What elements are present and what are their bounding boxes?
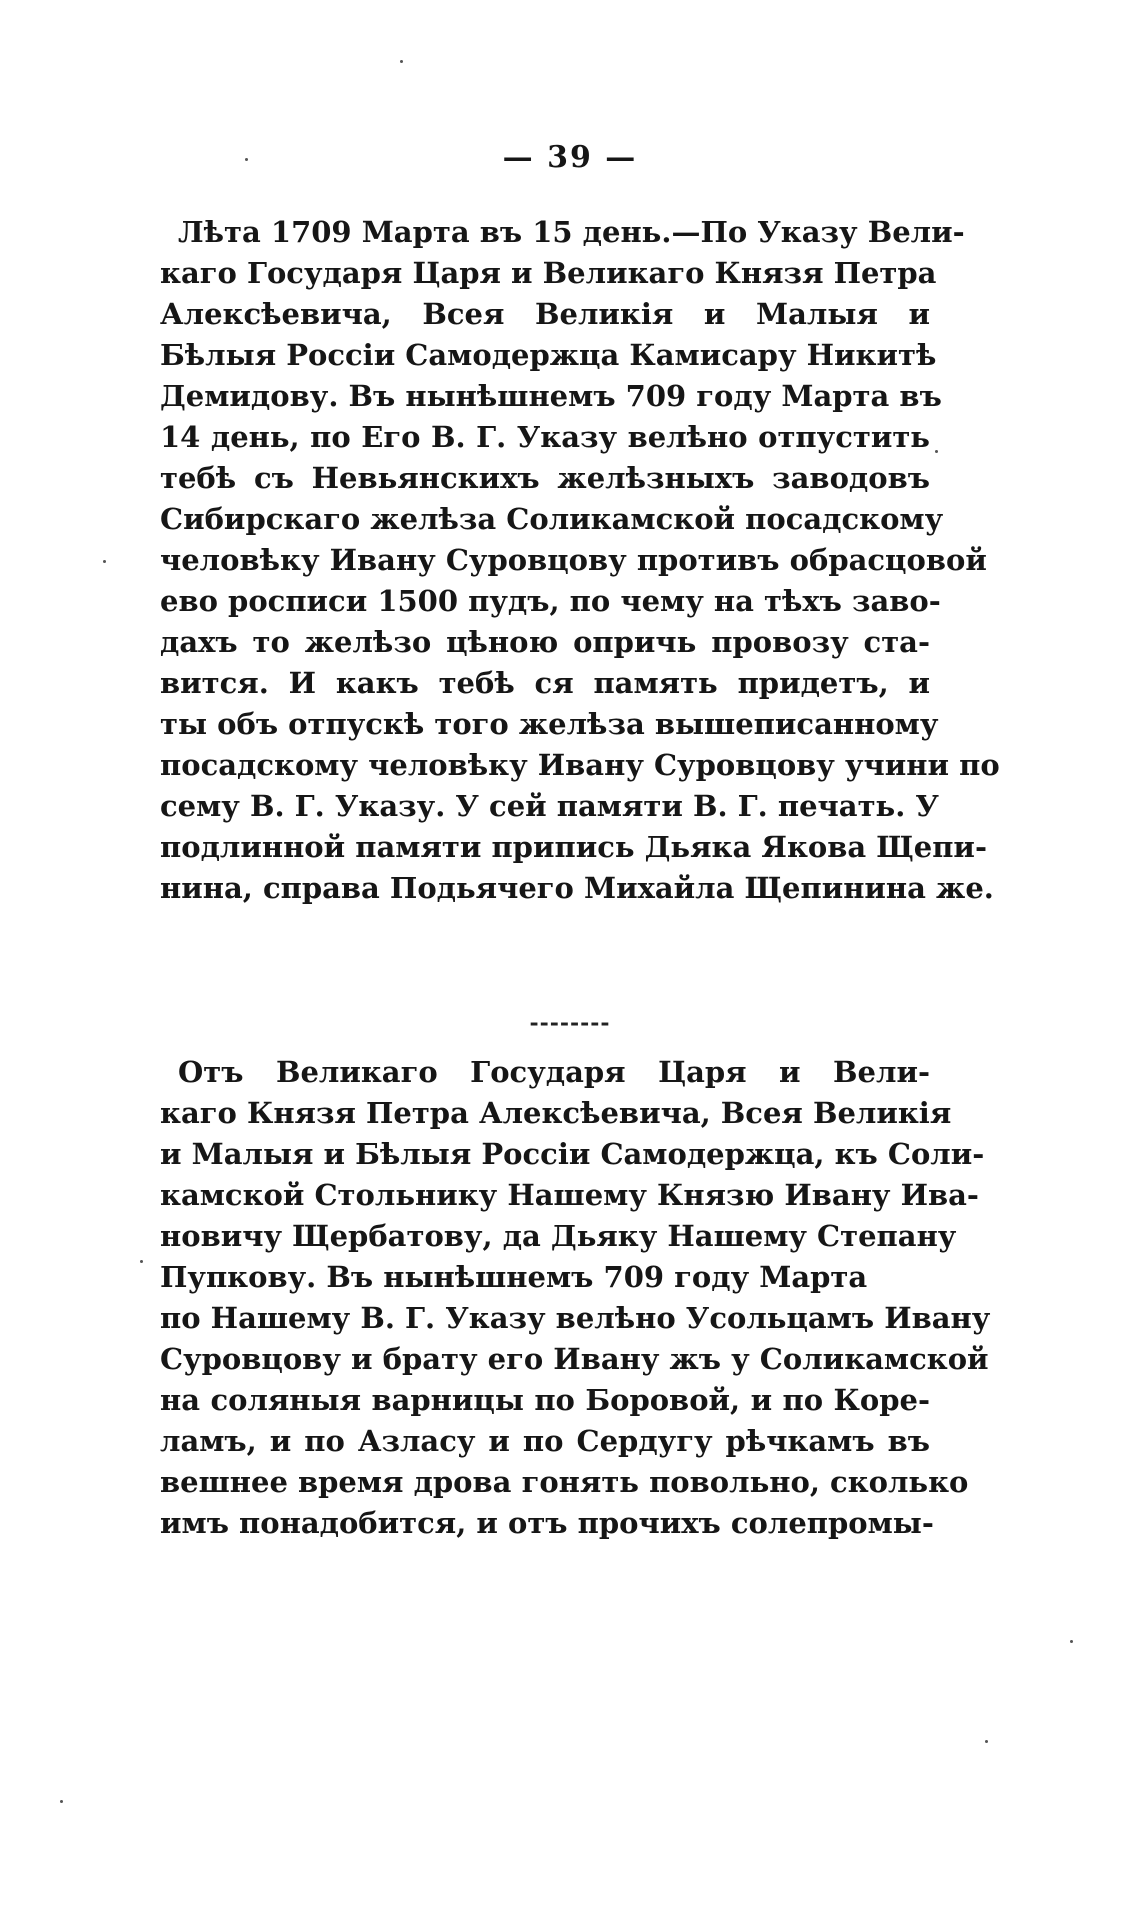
text-line: нина, справа Подьячего Михайла Щепинина же. <box>160 871 994 905</box>
text-line: тебѣ съ Невьянскихъ желѣзныхъ заводовъ <box>160 461 930 495</box>
text-line: ламъ, и по Азласу и по Сердугу рѣчкамъ въ <box>160 1424 930 1458</box>
text-line: 14 день, по Его В. Г. Указу велѣно отпустить <box>160 420 930 454</box>
text-line: имъ понадобится, и отъ прочихъ солепромы- <box>160 1506 934 1540</box>
scan-speck <box>985 1740 988 1743</box>
text-line: Суровцову и брату его Ивану жъ у Соликамской <box>160 1342 989 1376</box>
text-line: подлинной памяти припись Дьяка Якова Щепи- <box>160 830 987 864</box>
text-line: и Малыя и Бѣлыя Россіи Самодержца, къ Соли- <box>160 1137 985 1171</box>
scan-speck <box>60 1800 63 1803</box>
text-line: Демидову. Въ нынѣшнемъ 709 году Марта въ <box>160 379 942 413</box>
text-line: дахъ то желѣзо цѣною опричь провозу ста- <box>160 625 930 659</box>
scan-speck <box>935 450 938 453</box>
scan-speck <box>1070 1640 1073 1643</box>
text-line: каго Князя Петра Алексѣевича, Всея Великія <box>160 1096 952 1130</box>
scan-speck <box>400 60 403 63</box>
text-line: новичу Щербатову, да Дьяку Нашему Степану <box>160 1219 957 1253</box>
text-line: каго Государя Царя и Великаго Князя Петра <box>160 256 937 290</box>
text-line: Пупкову. Въ нынѣшнемъ 709 году Марта <box>160 1260 868 1294</box>
text-line: вешнее время дрова гонять повольно, сколько <box>160 1465 969 1499</box>
text-line: ево росписи 1500 пудъ, по чему на тѣхъ заво- <box>160 584 941 618</box>
text-line: Лѣта 1709 Марта въ 15 день.—По Указу Вели- <box>178 215 965 249</box>
text-line: по Нашему В. Г. Указу велѣно Усольцамъ Ивану <box>160 1301 991 1335</box>
scan-speck <box>140 1260 143 1263</box>
scan-speck <box>103 560 106 563</box>
decree-paragraph-1 <box>160 212 1000 909</box>
text-line: на соляныя варницы по Боровой, и по Коре- <box>160 1383 930 1417</box>
text-line: камской Стольнику Нашему Князю Ивану Ива- <box>160 1178 979 1212</box>
text-line: Отъ Великаго Государя Царя и Вели- <box>178 1055 930 1089</box>
text-line: вится. И какъ тебѣ ся память придетъ, и <box>160 666 930 700</box>
section-separator: -------- <box>529 1010 611 1036</box>
scan-speck <box>245 158 248 161</box>
text-line: человѣку Ивану Суровцову противъ обрасцовой <box>160 543 987 577</box>
text-line: Алексѣевича, Всея Великія и Малыя и <box>160 297 930 331</box>
decree-paragraph-2 <box>160 1052 991 1544</box>
text-line: сему В. Г. Указу. У сей памяти В. Г. печать. У <box>160 789 939 823</box>
text-line: Бѣлыя Россіи Самодержца Камисару Никитѣ <box>160 338 937 372</box>
page-number: — 39 — <box>502 140 638 175</box>
text-line: посадскому человѣку Ивану Суровцову учини по <box>160 748 1000 782</box>
text-line: Сибирскаго желѣза Соликамской посадскому <box>160 502 944 536</box>
text-line: ты объ отпускѣ того желѣза вышеписанному <box>160 707 939 741</box>
